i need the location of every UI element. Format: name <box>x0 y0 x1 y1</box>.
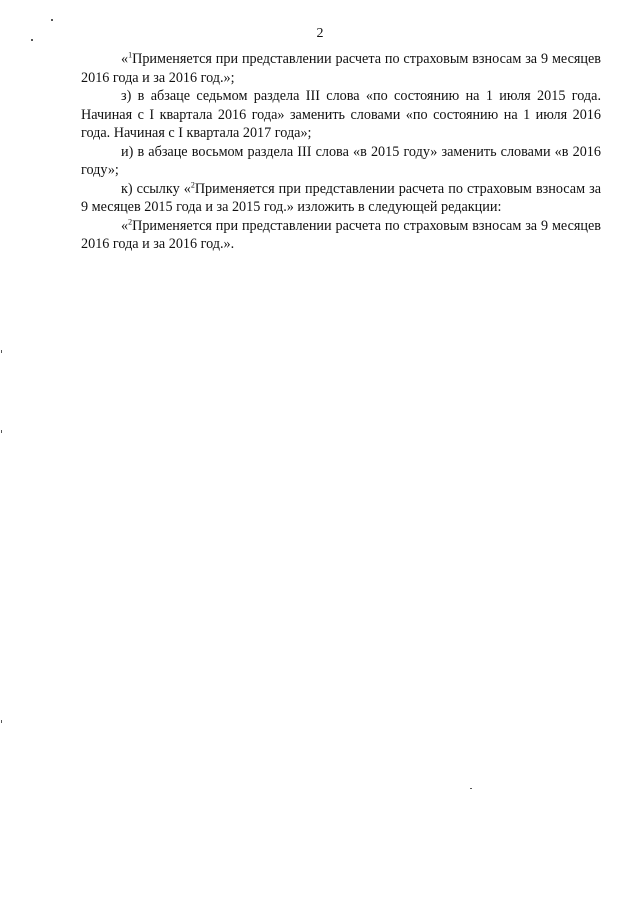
page-number: 2 <box>316 26 324 41</box>
paragraph-footnote-2 <box>81 217 601 254</box>
paragraph-item-k <box>81 180 601 217</box>
paragraph-text: Применяется при представлении расчета по страховым взносам за 9 месяцев 2016 года и за 2016 год.»; <box>81 51 601 86</box>
scan-speck <box>31 39 33 41</box>
paragraph-text: з) в абзаце седьмом раздела III слова «по состоянию на 1 июля 2015 года. Начиная с I квартала 2016 года» заменить словами «по состоянию на 1 июля 2016 года. Начиная с I квартала 2017 года»; <box>81 88 601 141</box>
scan-speck <box>470 788 472 789</box>
paragraph-prefix: « <box>121 51 129 67</box>
scan-speck <box>1 350 2 353</box>
scan-speck <box>51 19 53 21</box>
paragraph-footnote-1 <box>81 50 601 87</box>
footnote-marker: 1 <box>128 50 133 60</box>
footnote-marker: 2 <box>128 216 133 226</box>
document-body <box>81 50 601 254</box>
paragraph-prefix: к) ссылку « <box>121 180 191 197</box>
footnote-marker: 2 <box>190 179 195 189</box>
paragraph-item-z <box>81 87 601 143</box>
paragraph-prefix: « <box>121 217 129 234</box>
paragraph-text: и) в абзаце восьмом раздела III слова «в 2015 году» заменить словами «в 2016 году»; <box>81 143 601 178</box>
paragraph-text: Применяется при представлении расчета по страховым взносам за 9 месяцев 2016 года и за 2016 год.». <box>81 217 601 252</box>
scan-speck <box>1 430 2 433</box>
paragraph-text: Применяется при представлении расчета по страховым взносам за 9 месяцев 2015 года и за 2015 год.» изложить в следующей редакции: <box>81 180 601 215</box>
scan-speck <box>1 720 2 723</box>
paragraph-item-i <box>81 143 601 180</box>
